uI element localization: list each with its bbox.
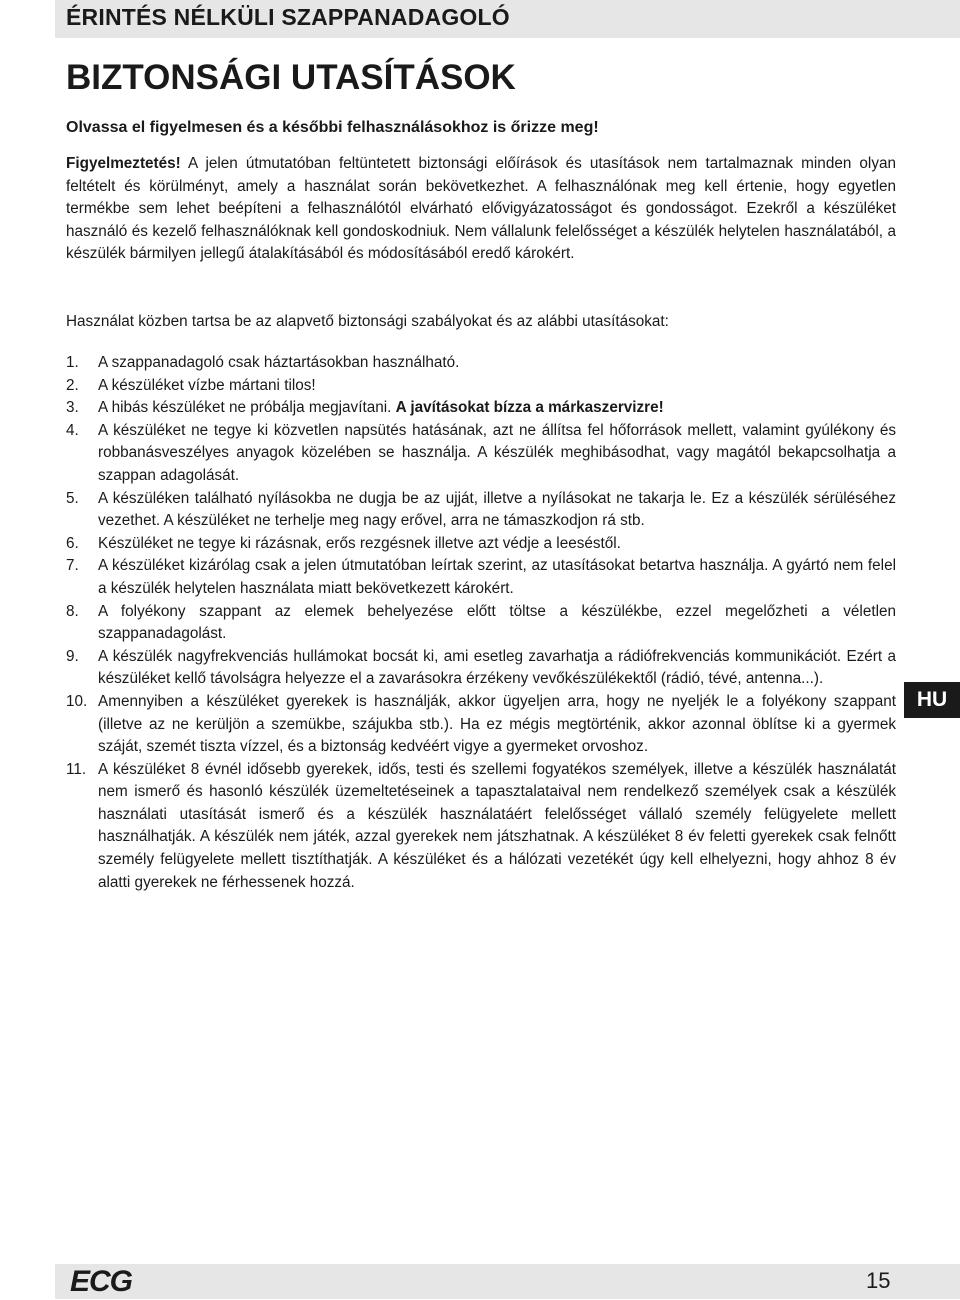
page-title: BIZTONSÁGI UTASÍTÁSOK bbox=[66, 58, 516, 97]
intro-paragraph: Használat közben tartsa be az alapvető biztonsági szabályokat és az alábbi utasításokat: bbox=[66, 313, 669, 330]
footer-bar bbox=[55, 1264, 960, 1299]
rule-text-block bbox=[98, 533, 896, 556]
rule-text: Amennyiben a készüléket gyerekek is használják, akkor ügyeljen arra, hogy ne nyeljék le a folyékony szappant (illetve az ne kerüljön a szemükbe, szájukba stb.). Ha ez mégis megtörténik, akkor azonnal öblítse ki a gyermek száját, szemét tiszta vízzel, és a biztonság kedvéért vigye a gyermeket orvoshoz. bbox=[98, 692, 896, 756]
rule-text-block bbox=[98, 352, 896, 375]
rule-item bbox=[66, 601, 896, 646]
rule-text: A készüléket kizárólag csak a jelen útmutatóban leírtak szerint, az utasításokat betartva használja. A gyártó nem felel a készülék helytelen használata miatt bekövetkezett károkért. bbox=[98, 557, 896, 597]
rule-item bbox=[66, 488, 896, 533]
rule-text-block bbox=[98, 601, 896, 646]
rule-emphasis: A javításokat bízza a márkaszervizre! bbox=[395, 399, 664, 417]
rule-number: 3. bbox=[66, 399, 79, 417]
safety-rules-list bbox=[66, 352, 896, 894]
rule-item bbox=[66, 375, 896, 398]
rule-number: 4. bbox=[66, 421, 79, 439]
rule-text-block bbox=[98, 488, 896, 533]
rule-number: 1. bbox=[66, 354, 79, 371]
rule-number: 9. bbox=[66, 647, 79, 665]
rule-text: Készüléket ne tegye ki rázásnak, erős rezgésnek illetve azt védje a leeséstől. bbox=[98, 534, 621, 552]
page-number: 15 bbox=[866, 1268, 891, 1293]
ecg-logo: ECG bbox=[70, 1265, 133, 1298]
rule-text-block bbox=[98, 375, 896, 398]
rule-text-block bbox=[98, 646, 896, 691]
rule-item bbox=[66, 352, 896, 375]
rule-text: A folyékony szappant az elemek behelyezése előtt töltse a készülékbe, ezzel megelőzheti a véletlen szappanadagolást. bbox=[98, 602, 896, 643]
rule-number: 8. bbox=[66, 602, 79, 620]
rule-text-block bbox=[98, 420, 896, 488]
warning-paragraph bbox=[66, 153, 896, 266]
rule-text: A készüléken található nyílásokba ne dugja be az ujját, illetve a nyílásokat ne takarja le. Ez a készülék sérüléséhez vezethet. A készüléket ne terhelje meg nagy erővel, arra ne támaszkodjon rá stb. bbox=[98, 489, 896, 530]
rule-item bbox=[66, 555, 896, 600]
rule-number: 5. bbox=[66, 489, 79, 507]
rule-text: A szappanadagoló csak háztartásokban használható. bbox=[98, 354, 460, 371]
rule-text: A készüléket ne tegye ki közvetlen napsütés hatásának, azt ne állítsa fel hőforrások mellett, valamint gyúlékony és robbanásveszélyes anyagok közelében se használja. A készülék meghibásodhat, vagy magától bekapcsolhatja a szappan adagolását. bbox=[98, 421, 896, 484]
rule-item bbox=[66, 533, 896, 556]
rule-item bbox=[66, 646, 896, 691]
rule-text: A készülék nagyfrekvenciás hullámokat bocsát ki, ami esetleg zavarhatja a rádiófrekvenciás kommunikációt. Ezért a készüléket kellő távolságra helyezze el a zavarásokra érzékeny vevőkészülékektől (rádió, tévé, antenna...). bbox=[98, 647, 896, 688]
rule-item bbox=[66, 397, 896, 420]
rule-text-block bbox=[98, 397, 896, 420]
rule-item bbox=[66, 420, 896, 488]
rule-item bbox=[66, 759, 896, 895]
rule-item bbox=[66, 691, 896, 759]
rule-number: 10. bbox=[66, 692, 88, 710]
rule-text-block bbox=[98, 759, 896, 895]
document-header-title: ÉRINTÉS NÉLKÜLI SZAPPANADAGOLÓ bbox=[66, 4, 510, 30]
warning-text: A jelen útmutatóban feltüntetett biztonsági előírások és utasítások nem tartalmaznak minden olyan feltételt és körülményt, amely a használat során bekövetkezhet. A felhasználónak meg kell értenie, hogy egyetlen termékbe sem lehet beépíteni a felhasználótól elvárható elővigyázatosságot és gondosságot. Ezekről a készüléket használó és kezelő felhasználóknak kell gondoskodniuk. Nem vállalunk felelősséget a készülék helytelen használatából, a készülék bármilyen jellegű átalakításából és módosításából eredő károkért. bbox=[66, 155, 896, 263]
rule-text: A készüléket 8 évnél idősebb gyerekek, idős, testi és szellemi fogyatékos személyek, illetve a készülék használatát nem ismerő és hasonló készülék üzemeltetéseinek a tapasztalataival nem rendelkező személyek csak a készülék használati utasítását ismerő és a készülék használatáért felelősséget vállaló személy felügyelete mellett használhatják. A készülék nem játék, azzal gyerekek nem játszhatnak. A készüléket 8 év feletti gyerekek csak felnőtt személy felügyelete mellett tisztíthatják. A készüléket és a hálózati vezetékét úgy kell elhelyezni, hogy ahhoz 8 év alatti gyerekek ne férhessenek hozzá. bbox=[98, 760, 896, 891]
rule-text-block bbox=[98, 691, 896, 759]
rule-number: 2. bbox=[66, 376, 79, 394]
page-subtitle: Olvassa el figyelmesen és a későbbi felhasználásokhoz is őrizze meg! bbox=[66, 119, 599, 136]
warning-label: Figyelmeztetés! bbox=[66, 155, 181, 172]
rule-number: 11. bbox=[66, 760, 87, 778]
rule-number: 6. bbox=[66, 534, 79, 552]
rule-number: 7. bbox=[66, 557, 79, 575]
rule-text: A készüléket vízbe mártani tilos! bbox=[98, 376, 316, 394]
language-tab: HU bbox=[904, 682, 960, 718]
rule-text: A hibás készüléket ne próbálja megjavítani. bbox=[98, 399, 396, 417]
rule-text-block bbox=[98, 555, 896, 600]
